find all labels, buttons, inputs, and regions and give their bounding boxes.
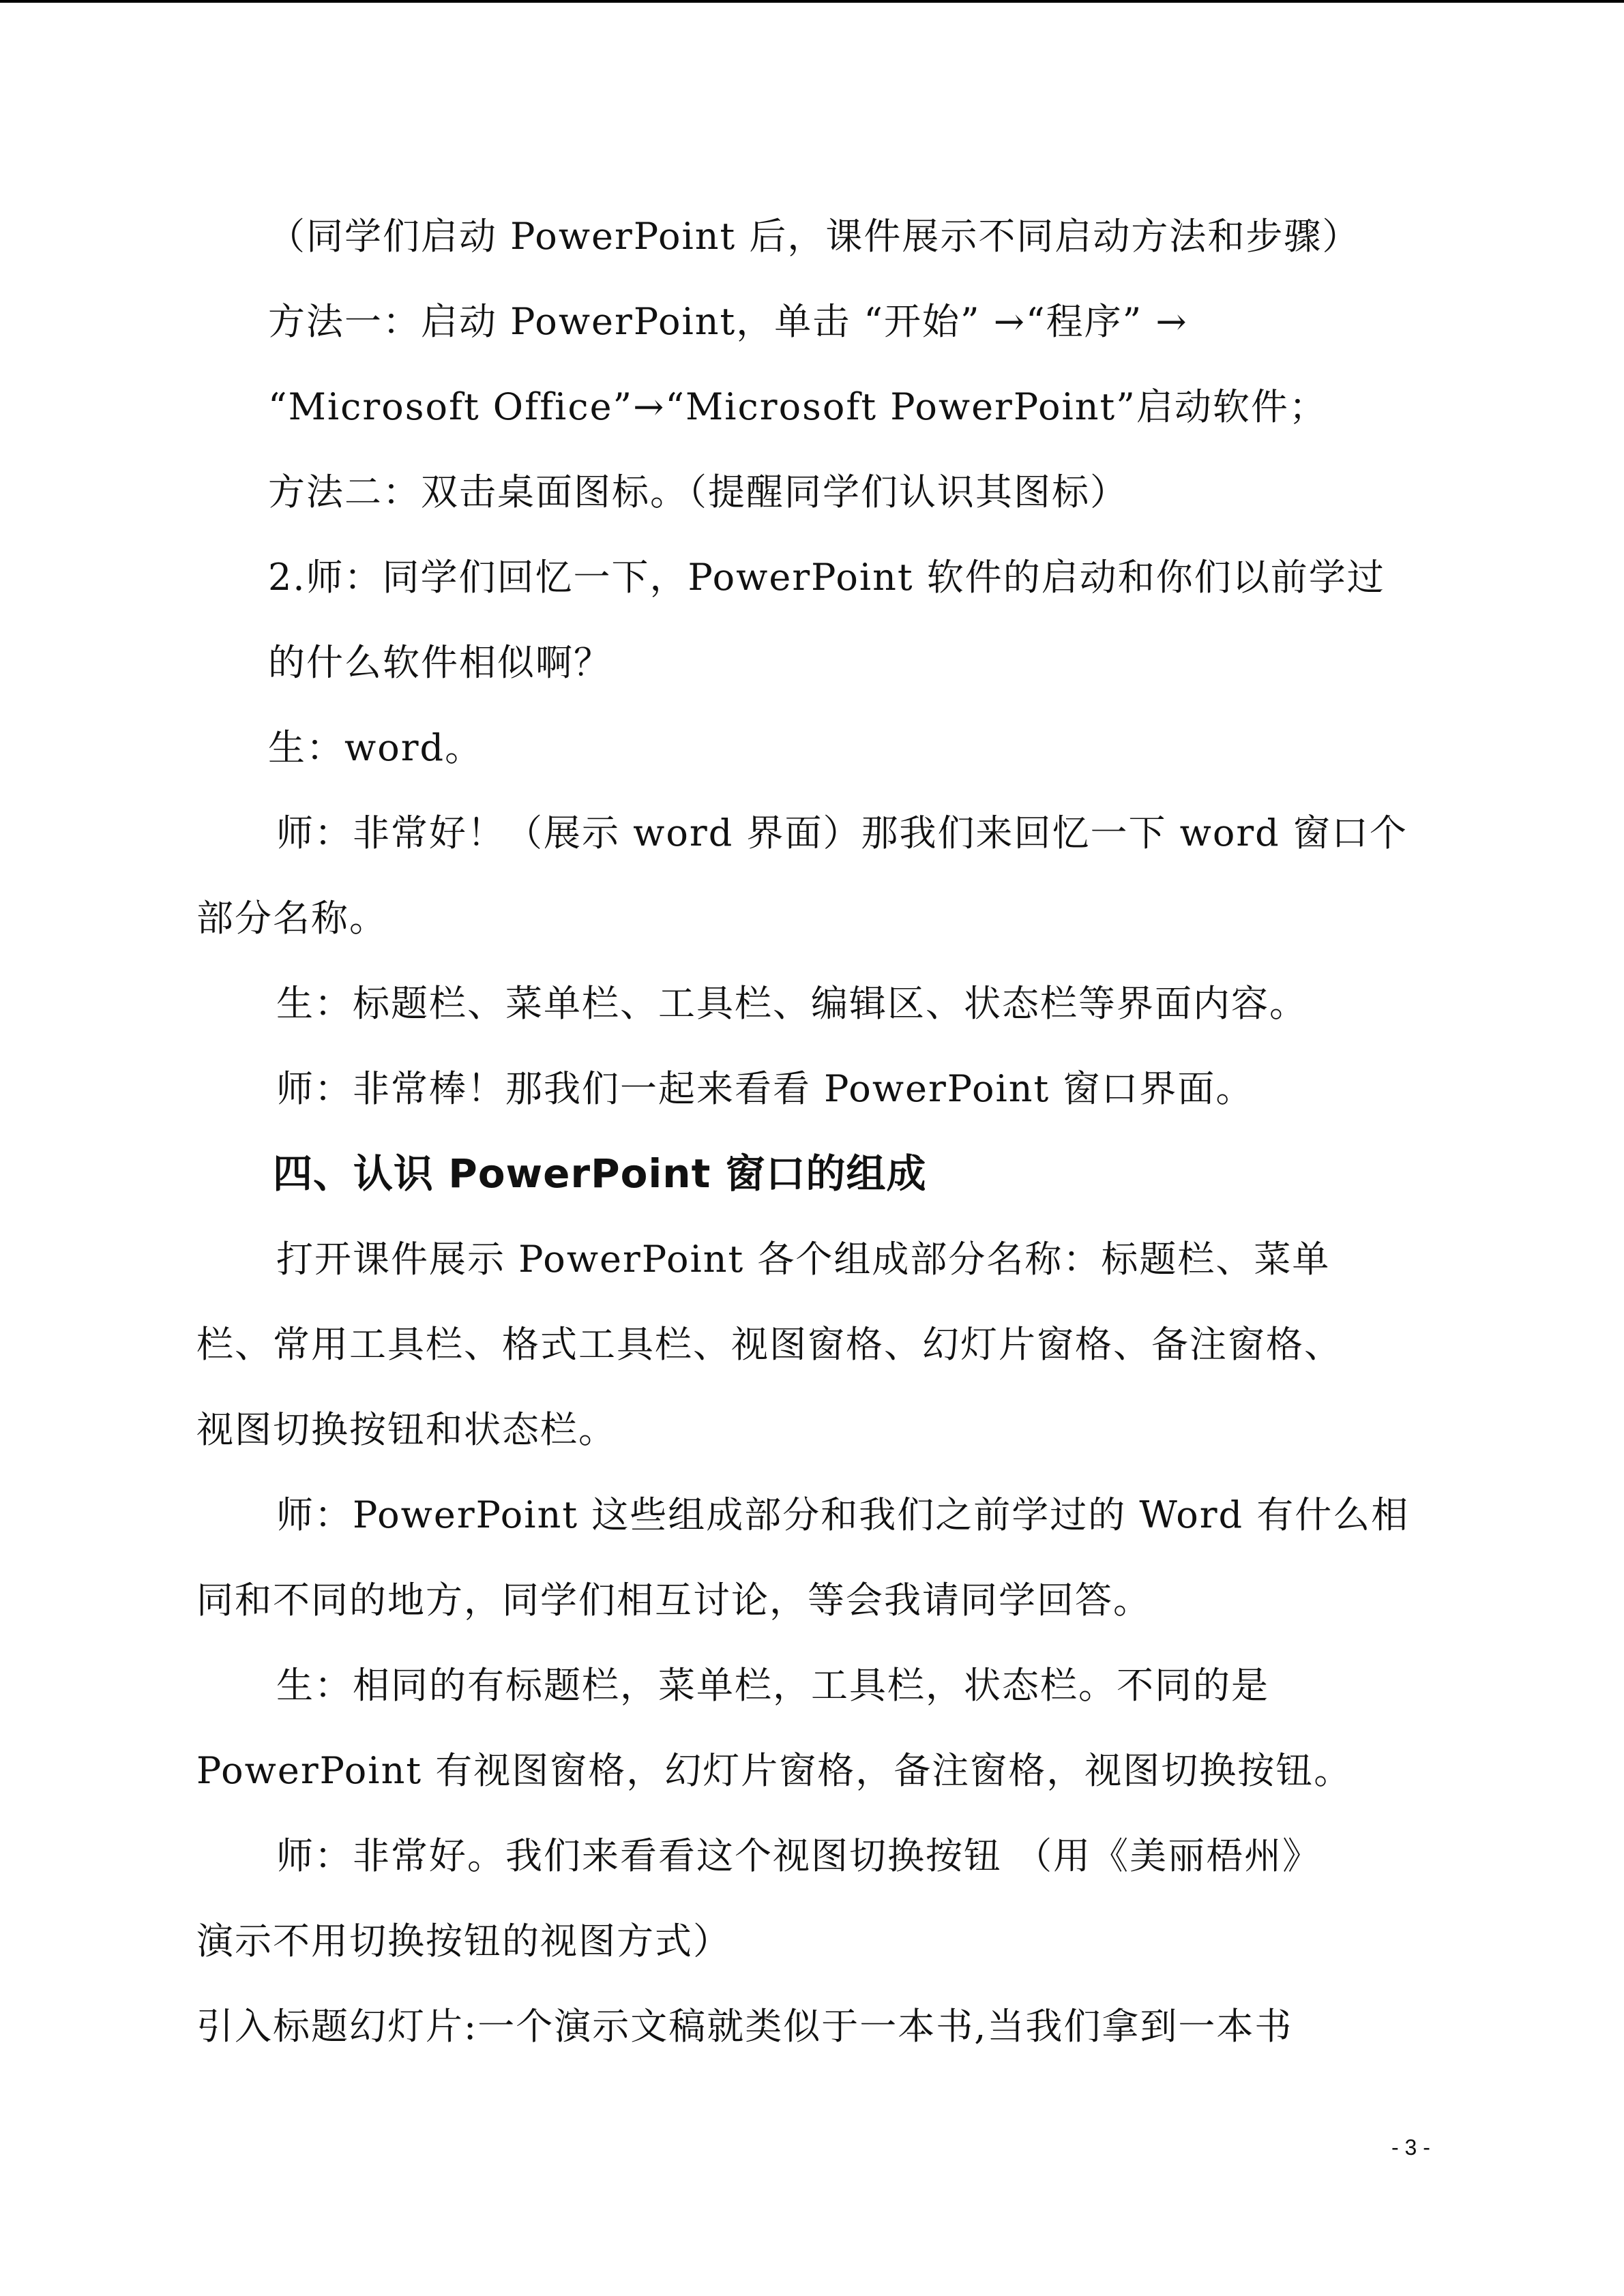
paragraph-line: 师：非常棒！那我们一起来看看 PowerPoint 窗口界面。 (276, 1067, 1254, 1110)
paragraph-line: 演示不用切换按钮的视图方式） (196, 1920, 731, 1963)
paragraph-line: 师：非常好！（展示 word 界面）那我们来回忆一下 word 窗口个 (276, 811, 1408, 854)
paragraph-line: 视图切换按钮和状态栏。 (196, 1408, 617, 1451)
paragraph-line: 生：相同的有标题栏，菜单栏，工具栏，状态栏。不同的是 (276, 1664, 1269, 1707)
top-border-line (0, 0, 1624, 3)
paragraph-line: 引入标题幻灯片:一个演示文稿就类似于一本书,当我们拿到一本书 (196, 2005, 1293, 2048)
paragraph-line: 方法一：启动 PowerPoint，单击 “开始” →“程序” → (268, 300, 1188, 343)
paragraph-line: 的什么软件相似啊？ (268, 641, 612, 684)
paragraph-line: 生：标题栏、菜单栏、工具栏、编辑区、状态栏等界面内容。 (276, 982, 1308, 1025)
paragraph-line: 打开课件展示 PowerPoint 各个组成部分名称：标题栏、菜单 (276, 1238, 1331, 1281)
page-number: - 3 - (1391, 2135, 1430, 2160)
paragraph-line: 师：非常好。我们来看看这个视图切换按钮 （用《美丽梧州》 (276, 1834, 1321, 1877)
paragraph-line: 栏、常用工具栏、格式工具栏、视图窗格、幻灯片窗格、备注窗格、 (196, 1323, 1342, 1366)
paragraph-line: 部分名称。 (196, 897, 387, 940)
paragraph-line: 2.师：同学们回忆一下，PowerPoint 软件的启动和你们以前学过 (268, 556, 1385, 599)
paragraph-line: “Microsoft Office”→“Microsoft PowerPoint”启动软件； (268, 385, 1327, 428)
section-heading: 四、认识 PowerPoint 窗口的组成 (273, 1150, 927, 1197)
paragraph-line: 生：word。 (268, 726, 484, 769)
paragraph-line: （同学们启动 PowerPoint 后，课件展示不同启动方法和步骤） (268, 215, 1361, 258)
paragraph-line: 方法二：双击桌面图标。（提醒同学们认识其图标） (268, 471, 1128, 513)
paragraph-line: 师：PowerPoint 这些组成部分和我们之前学过的 Word 有什么相 (276, 1493, 1410, 1536)
paragraph-line: 同和不同的地方，同学们相互讨论，等会我请同学回答。 (196, 1579, 1151, 1622)
paragraph-line: PowerPoint 有视图窗格，幻灯片窗格，备注窗格，视图切换按钮。 (196, 1749, 1353, 1792)
